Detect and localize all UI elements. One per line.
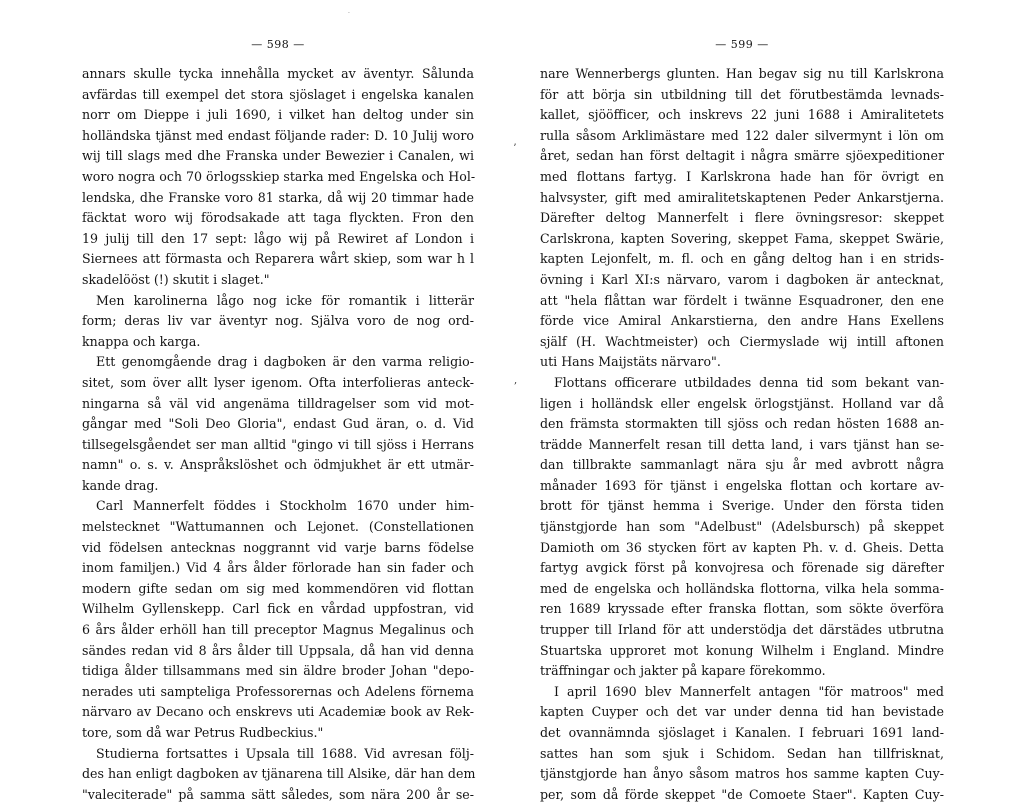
- text-line: dan tillbrakte sammanlagt nära sju år med avbrott några: [540, 457, 944, 473]
- text-line: namn" o. s. v. Anspråkslöshet och ödmjukhet är ett utmär-: [82, 457, 474, 473]
- text-line: annars skulle tycka innehålla mycket av äventyr. Sålunda: [82, 66, 474, 81]
- text-line: själf (H. Wachtmeister) och Ciermyslade wij intill aftonen: [540, 333, 944, 349]
- text-line: lendska, dhe Franske voro 81 starka, då wij 20 timmar hade: [82, 189, 474, 205]
- text-line: melstecknet "Wattumannen och Lejonet. (Constellationen: [82, 519, 474, 535]
- text-line: I april 1690 blev Mannerfelt antagen "för matroos" med: [554, 683, 944, 699]
- text-line: kande drag.: [82, 477, 159, 493]
- text-line: förde vice Amiral Ankarstierna, den andre Hans Exellens: [540, 313, 944, 329]
- text-line: per, som då förde skeppet "de Comoete Staer". Kapten Cuy-: [540, 786, 944, 802]
- text-line: uti Hans Maijstäts närvaro".: [540, 354, 721, 370]
- text-line: tidiga ålder tillsammans med sin äldre broder Johan "depo-: [82, 663, 474, 679]
- right-page-text: [540, 64, 944, 805]
- text-line: året, sedan han först deltagit i några smärre sjöexpeditioner: [540, 148, 944, 164]
- text-line: sattes han som sjuk i Schidom. Sedan han tillfrisknat,: [540, 745, 944, 761]
- text-line: ningarna så väl vid angenäma tilldragelser som vid mot-: [82, 395, 474, 411]
- text-line: "valeciterade" på samma sätt således, som nära 200 år se-: [82, 786, 474, 802]
- text-line: form; deras liv var äventyr nog. Själva voro de nog ord-: [82, 313, 474, 329]
- text-line: Carl Mannerfelt föddes i Stockholm 1670 under him-: [96, 498, 474, 514]
- text-line: kapten Lejonfelt, m. fl. och en gång deltog han i en strids-: [540, 251, 944, 267]
- text-line: månader 1693 för tjänst i engelska flottan och kortare av-: [540, 477, 944, 493]
- text-line: Siernees att förmasta och Reparera wårt skiep, som war h l: [82, 251, 474, 267]
- text-line: halvsyster, gift med amiralitetskaptenen Peder Ankarstjerna.: [540, 189, 944, 205]
- right-page-number: — 599 —: [715, 38, 769, 51]
- text-line: nare Wennerbergs glunten. Han begav sig nu till Karlskrona: [540, 66, 944, 81]
- text-line: woro nogra och 70 örlogsskiep starka med Engelska och Hol-: [82, 168, 476, 184]
- text-line: närvaro av Decano och enskrevs uti Academiæ book av Rek-: [82, 704, 474, 720]
- text-line: 6 års ålder erhöll han till preceptor Magnus Megalinus och: [82, 622, 474, 638]
- text-line: trädde Mannerfelt resan till detta land, i vars tjänst han se-: [540, 436, 944, 452]
- text-line: träffningar och jakter på kapare förekommo.: [540, 663, 826, 679]
- gutter-mark-lower: ,: [514, 375, 518, 386]
- text-line: tillsegelsgåendet ser man alltid "gingo vi till sjöss i Herrans: [82, 436, 474, 452]
- left-page-number: — 598 —: [251, 38, 305, 51]
- text-line: Wilhelm Gyllenskepp. Carl fick en vårdad uppfostran, vid: [82, 601, 474, 617]
- text-line: modern gifte sedan om sig med kommendören vid flottan: [82, 580, 474, 596]
- text-line: sitet, som över allt lyser igenom. Ofta interfolieras anteck-: [82, 374, 474, 390]
- text-line: Ett genomgående drag i dagboken är den varma religio-: [96, 354, 474, 370]
- text-line: med de engelska och holländska flottorna, vilka hela somma-: [540, 580, 944, 596]
- text-line: tjänstgjorde han som "Adelbust" (Adelsbursch) på skeppet: [540, 519, 944, 535]
- text-line: 19 julij till den 17 sept: lågo wij på Rewiret af London i: [82, 230, 474, 246]
- text-line: skadelööst (!) skutit i slaget.": [82, 271, 270, 287]
- text-line: ligen i holländsk eller engelsk örlogstjänst. Holland var då: [540, 395, 944, 411]
- text-line: tjänstgjorde han ånyo såsom matros hos samme kapten Cuy-: [540, 766, 944, 782]
- text-line: kapten Cuyper och det var under denna tid han bevistade: [540, 704, 944, 720]
- text-line: Damioth om 36 stycken fört av kapten Ph. v. d. Gheis. Detta: [540, 539, 944, 555]
- text-line: att "hela flåttan war fördelt i twänne Esquadroner, den ene: [540, 292, 944, 308]
- text-line: Stuartska upproret mot konung Wilhelm i England. Mindre: [540, 642, 944, 658]
- text-line: kallet, sjööfficer, och inskrevs 22 juni 1688 i Amiralitetets: [540, 107, 944, 123]
- text-line: fartyg avgick först på konvojresa och förenade sig därefter: [540, 560, 944, 576]
- text-line: det ovannämnda sjöslaget i Kanalen. I februari 1691 land-: [540, 725, 944, 740]
- text-line: wij till slags med dhe Franska under Bewezier i Canalen, wi: [82, 148, 474, 164]
- text-line: des han enligt dagboken av tjänarena till Alsike, där han dem: [82, 766, 476, 782]
- text-line: Flottans officerare utbildades denna tid som bekant van-: [554, 374, 944, 390]
- text-line: Därefter deltog Mannerfelt i flere övningsresor: skeppet: [540, 210, 944, 226]
- text-line: med flottans fartyg. I Karlskrona hade han för övrigt en: [540, 168, 944, 184]
- text-line: Men karolinerna lågo nog icke för romantik i litterär: [96, 292, 474, 308]
- text-line: holländska tjänst med endast följande rader: D. 10 Julij woro: [82, 127, 474, 143]
- text-line: den främsta stormakten till sjöss och redan hösten 1688 an-: [540, 416, 944, 432]
- text-line: brott för tjänst hemma i Sverige. Under den första tiden: [540, 498, 944, 514]
- text-line: nerades uti sampteliga Professorernas och Adelens förnema: [82, 683, 474, 699]
- text-line: ren 1689 kryssade efter franska flottan, som sökte överföra: [540, 601, 944, 617]
- text-line: vid födelsen antecknas noggrannt vid varje barns födelse: [82, 539, 474, 555]
- gutter-mark-upper: ʼ: [513, 143, 517, 154]
- text-line: gångar med "Soli Deo Gloria", endast Gud äran, o. d. Vid: [82, 416, 474, 432]
- text-line: norr om Dieppe i juli 1690, i vilket han deltog under sin: [82, 107, 474, 123]
- text-line: fäcktat woro wij förodsakade att taga flyckten. Fron den: [82, 210, 474, 226]
- left-page-text: [82, 64, 474, 805]
- text-line: knappa och karga.: [82, 333, 201, 349]
- left-page: [82, 0, 476, 802]
- scan-speck: ·: [348, 10, 350, 17]
- text-line: avfärdas till exempel det stora sjöslaget i engelska kanalen: [82, 86, 474, 102]
- text-line: Studierna fortsattes i Upsala till 1688. Vid avresan följ-: [96, 745, 474, 761]
- right-page: [540, 0, 944, 802]
- text-line: Carlskrona, kapten Sovering, skeppet Fama, skeppet Swärie,: [540, 230, 944, 246]
- text-line: sändes redan vid 8 års ålder till Uppsala, då han vid denna: [82, 642, 474, 658]
- text-line: övning i Karl XI:s närvaro, varom i dagboken är antecknat,: [540, 271, 944, 287]
- text-line: inom familjen.) Vid 4 års ålder förlorade han sin fader och: [82, 560, 474, 576]
- text-line: trupper till Irland för att understödja det därstädes utbrutna: [540, 622, 944, 638]
- text-line: för att börja sin utbildning till det förutbestämda levnads-: [540, 86, 944, 102]
- text-line: tore, som då war Petrus Rudbeckius.": [82, 725, 324, 740]
- text-line: rulla såsom Arklimästare med 122 daler silvermynt i lön om: [540, 127, 944, 143]
